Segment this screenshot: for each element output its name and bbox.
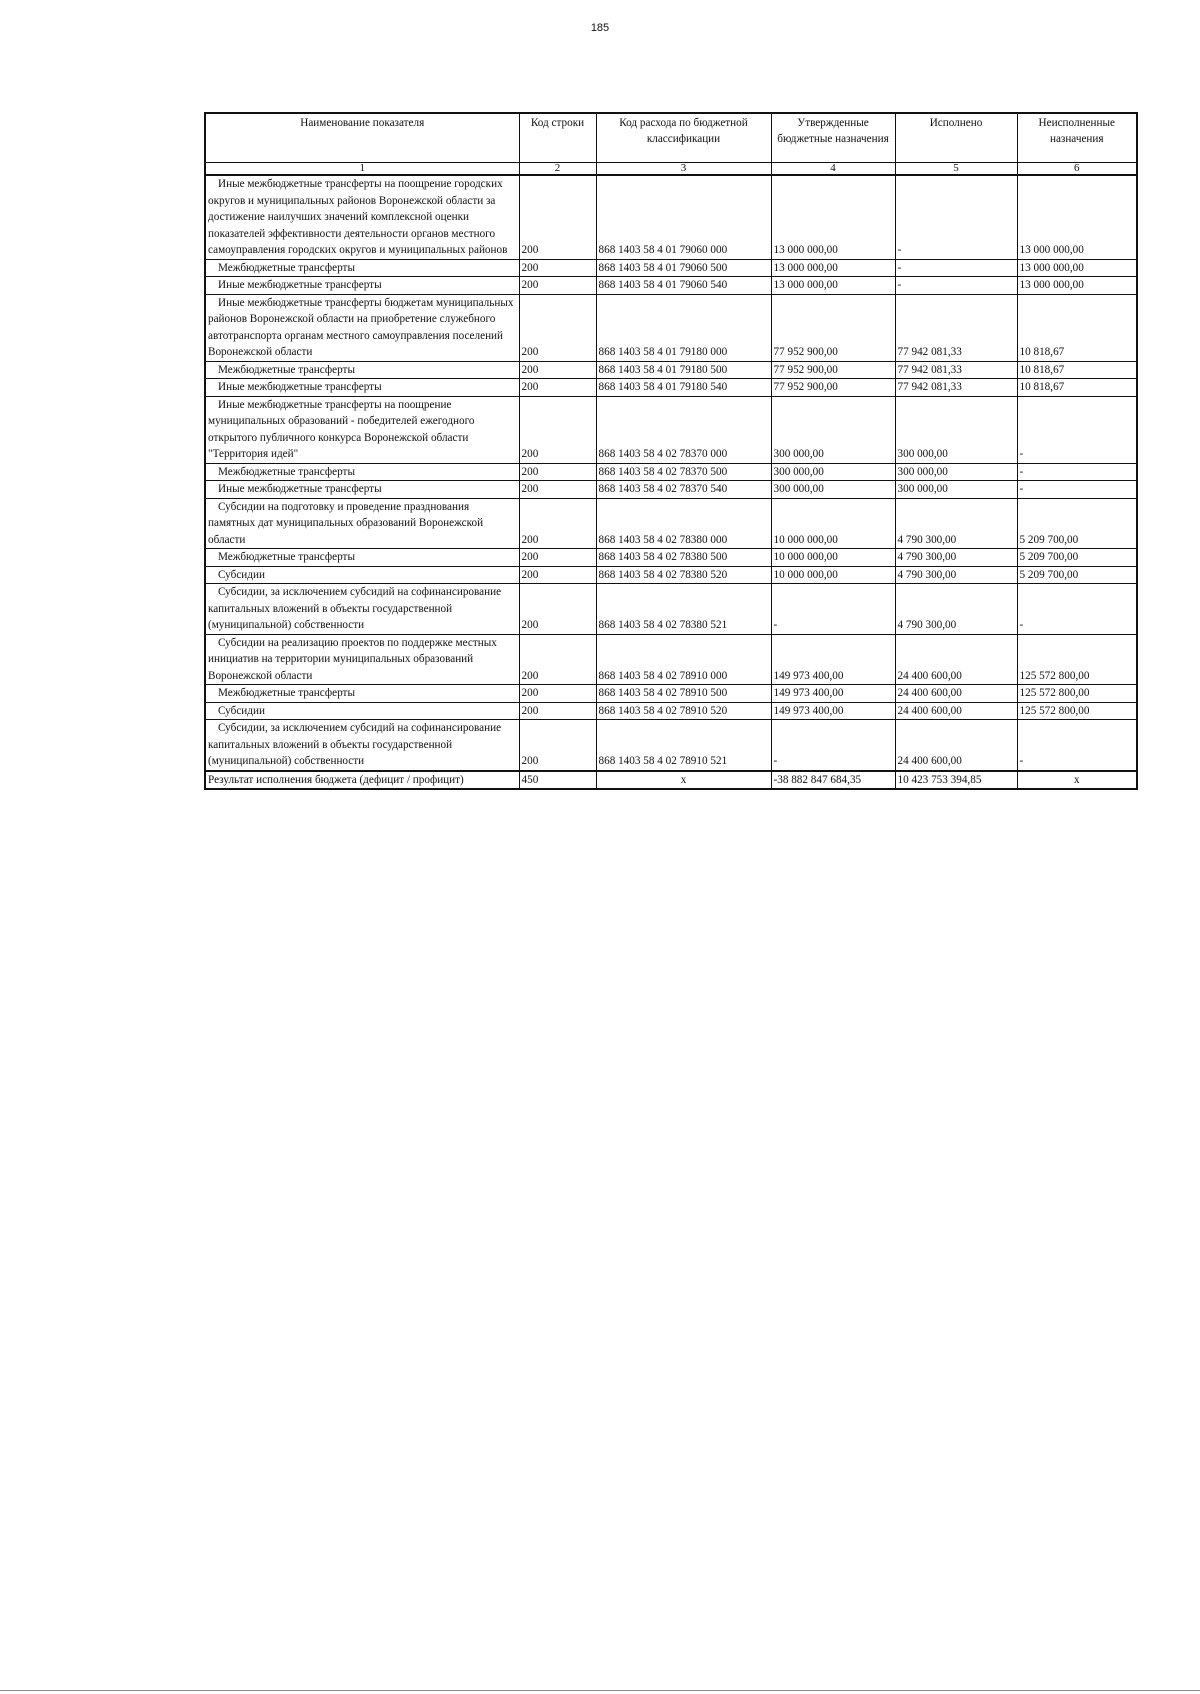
table-row xyxy=(205,634,1137,685)
row-unexecuted: - xyxy=(1017,396,1137,463)
row-name: Межбюджетные трансферты xyxy=(205,259,519,277)
row-kbk: 868 1403 58 4 01 79060 540 xyxy=(596,277,771,295)
row-approved: - xyxy=(771,720,895,771)
table-row xyxy=(205,584,1137,635)
row-code: 200 xyxy=(519,277,596,295)
table-row xyxy=(205,685,1137,703)
header-indicator-name: Наименование показателя xyxy=(205,113,519,163)
row-kbk: 868 1403 58 4 02 78910 000 xyxy=(596,634,771,685)
row-name: Межбюджетные трансферты xyxy=(205,549,519,567)
row-code: 200 xyxy=(519,481,596,499)
row-approved: 13 000 000,00 xyxy=(771,175,895,259)
column-number: 2 xyxy=(519,163,596,176)
page-number: 185 xyxy=(590,22,610,34)
row-approved: 77 952 900,00 xyxy=(771,379,895,397)
row-code: 200 xyxy=(519,702,596,720)
row-name: Иные межбюджетные трансферты xyxy=(205,379,519,397)
row-unexecuted: 13 000 000,00 xyxy=(1017,277,1137,295)
result-name: Результат исполнения бюджета (дефицит / профицит) xyxy=(205,771,519,790)
table-body xyxy=(205,175,1137,771)
result-code: 450 xyxy=(519,771,596,790)
row-kbk: 868 1403 58 4 02 78380 521 xyxy=(596,584,771,635)
row-unexecuted: - xyxy=(1017,463,1137,481)
row-code: 200 xyxy=(519,463,596,481)
row-approved: 300 000,00 xyxy=(771,396,895,463)
row-kbk: 868 1403 58 4 02 78910 521 xyxy=(596,720,771,771)
row-code: 200 xyxy=(519,396,596,463)
row-unexecuted: 10 818,67 xyxy=(1017,294,1137,361)
row-unexecuted: 10 818,67 xyxy=(1017,361,1137,379)
row-executed: 300 000,00 xyxy=(895,481,1017,499)
row-code: 200 xyxy=(519,549,596,567)
row-unexecuted: - xyxy=(1017,720,1137,771)
header-unexecuted: Неисполненные назначения xyxy=(1017,113,1137,163)
row-executed: 24 400 600,00 xyxy=(895,720,1017,771)
row-executed: 77 942 081,33 xyxy=(895,294,1017,361)
row-approved: 149 973 400,00 xyxy=(771,702,895,720)
row-code: 200 xyxy=(519,294,596,361)
table-row xyxy=(205,566,1137,584)
header-row-code: Код строки xyxy=(519,113,596,163)
row-kbk: 868 1403 58 4 02 78380 000 xyxy=(596,498,771,549)
row-executed: - xyxy=(895,259,1017,277)
row-code: 200 xyxy=(519,720,596,771)
row-kbk: 868 1403 58 4 01 79060 500 xyxy=(596,259,771,277)
header-expense-code: Код расхода по бюджетной классификации xyxy=(596,113,771,163)
row-code: 200 xyxy=(519,584,596,635)
row-name: Субсидии xyxy=(205,702,519,720)
header-executed: Исполнено xyxy=(895,113,1017,163)
row-approved: 77 952 900,00 xyxy=(771,361,895,379)
row-executed: 300 000,00 xyxy=(895,463,1017,481)
row-unexecuted: 125 572 800,00 xyxy=(1017,634,1137,685)
row-kbk: 868 1403 58 4 02 78370 540 xyxy=(596,481,771,499)
table-row xyxy=(205,294,1137,361)
row-name: Межбюджетные трансферты xyxy=(205,685,519,703)
row-kbk: 868 1403 58 4 02 78380 520 xyxy=(596,566,771,584)
row-name: Субсидии, за исключением субсидий на софинансирование капитальных вложений в объекты государственной (муниципальной) собственности xyxy=(205,720,519,771)
row-kbk: 868 1403 58 4 01 79060 000 xyxy=(596,175,771,259)
table-row xyxy=(205,259,1137,277)
table-row xyxy=(205,481,1137,499)
row-code: 200 xyxy=(519,175,596,259)
row-approved: 149 973 400,00 xyxy=(771,634,895,685)
column-number: 5 xyxy=(895,163,1017,176)
row-unexecuted: 10 818,67 xyxy=(1017,379,1137,397)
row-executed: 77 942 081,33 xyxy=(895,361,1017,379)
table-row xyxy=(205,463,1137,481)
row-code: 200 xyxy=(519,566,596,584)
table-row xyxy=(205,277,1137,295)
row-unexecuted: - xyxy=(1017,584,1137,635)
row-unexecuted: 5 209 700,00 xyxy=(1017,498,1137,549)
row-kbk: 868 1403 58 4 02 78910 520 xyxy=(596,702,771,720)
row-kbk: 868 1403 58 4 02 78380 500 xyxy=(596,549,771,567)
row-code: 200 xyxy=(519,361,596,379)
row-kbk: 868 1403 58 4 02 78370 000 xyxy=(596,396,771,463)
row-executed: 24 400 600,00 xyxy=(895,702,1017,720)
row-unexecuted: - xyxy=(1017,481,1137,499)
row-executed: 4 790 300,00 xyxy=(895,549,1017,567)
table-row xyxy=(205,361,1137,379)
row-approved: 13 000 000,00 xyxy=(771,259,895,277)
column-number: 3 xyxy=(596,163,771,176)
column-number: 4 xyxy=(771,163,895,176)
row-unexecuted: 125 572 800,00 xyxy=(1017,702,1137,720)
row-approved: 77 952 900,00 xyxy=(771,294,895,361)
row-unexecuted: 5 209 700,00 xyxy=(1017,549,1137,567)
row-unexecuted: 13 000 000,00 xyxy=(1017,175,1137,259)
row-name: Иные межбюджетные трансферты на поощрение муниципальных образований - победителей ежегодного открытого публичного конкурса Воронежской области "Территория идей" xyxy=(205,396,519,463)
result-approved: -38 882 847 684,35 xyxy=(771,771,895,790)
page-edge-line xyxy=(0,1690,1200,1691)
row-executed: 77 942 081,33 xyxy=(895,379,1017,397)
column-number: 1 xyxy=(205,163,519,176)
row-executed: 24 400 600,00 xyxy=(895,634,1017,685)
header-approved: Утвержденные бюджетные назначения xyxy=(771,113,895,163)
row-kbk: 868 1403 58 4 01 79180 000 xyxy=(596,294,771,361)
row-code: 200 xyxy=(519,259,596,277)
row-unexecuted: 125 572 800,00 xyxy=(1017,685,1137,703)
row-code: 200 xyxy=(519,379,596,397)
row-kbk: 868 1403 58 4 01 79180 500 xyxy=(596,361,771,379)
row-name: Субсидии на подготовку и проведение празднования памятных дат муниципальных образований Воронежской области xyxy=(205,498,519,549)
result-executed: 10 423 753 394,85 xyxy=(895,771,1017,790)
table-header-row xyxy=(205,113,1137,163)
row-executed: - xyxy=(895,277,1017,295)
row-code: 200 xyxy=(519,634,596,685)
row-executed: - xyxy=(895,175,1017,259)
row-name: Иные межбюджетные трансферты xyxy=(205,481,519,499)
result-kbk: x xyxy=(596,771,771,790)
row-kbk: 868 1403 58 4 01 79180 540 xyxy=(596,379,771,397)
table-row xyxy=(205,498,1137,549)
result-unexecuted: x xyxy=(1017,771,1137,790)
row-name: Иные межбюджетные трансферты xyxy=(205,277,519,295)
row-name: Межбюджетные трансферты xyxy=(205,463,519,481)
row-executed: 4 790 300,00 xyxy=(895,566,1017,584)
row-executed: 300 000,00 xyxy=(895,396,1017,463)
column-numbers-row xyxy=(205,163,1137,176)
row-kbk: 868 1403 58 4 02 78370 500 xyxy=(596,463,771,481)
table-row xyxy=(205,175,1137,259)
row-code: 200 xyxy=(519,498,596,549)
row-name: Субсидии xyxy=(205,566,519,584)
row-name: Субсидии, за исключением субсидий на софинансирование капитальных вложений в объекты государственной (муниципальной) собственности xyxy=(205,584,519,635)
row-approved: - xyxy=(771,584,895,635)
table-row xyxy=(205,396,1137,463)
row-code: 200 xyxy=(519,685,596,703)
row-unexecuted: 5 209 700,00 xyxy=(1017,566,1137,584)
table-row xyxy=(205,549,1137,567)
column-number: 6 xyxy=(1017,163,1137,176)
table-row xyxy=(205,720,1137,771)
row-executed: 24 400 600,00 xyxy=(895,685,1017,703)
row-approved: 149 973 400,00 xyxy=(771,685,895,703)
row-approved: 13 000 000,00 xyxy=(771,277,895,295)
row-kbk: 868 1403 58 4 02 78910 500 xyxy=(596,685,771,703)
row-approved: 10 000 000,00 xyxy=(771,498,895,549)
row-approved: 300 000,00 xyxy=(771,463,895,481)
row-approved: 10 000 000,00 xyxy=(771,549,895,567)
table-row xyxy=(205,379,1137,397)
row-approved: 10 000 000,00 xyxy=(771,566,895,584)
row-executed: 4 790 300,00 xyxy=(895,498,1017,549)
row-name: Субсидии на реализацию проектов по поддержке местных инициатив на территории муниципальных образований Воронежской области xyxy=(205,634,519,685)
row-executed: 4 790 300,00 xyxy=(895,584,1017,635)
budget-execution-table xyxy=(204,112,1138,790)
row-name: Межбюджетные трансферты xyxy=(205,361,519,379)
row-unexecuted: 13 000 000,00 xyxy=(1017,259,1137,277)
row-name: Иные межбюджетные трансферты на поощрение городских округов и муниципальных районов Воронежской области за достижение наилучших значений комплексной оценки показателей эффективности деятельности органов местного самоуправления городских округов и муниципальных районов xyxy=(205,175,519,259)
table-row xyxy=(205,702,1137,720)
row-approved: 300 000,00 xyxy=(771,481,895,499)
result-row xyxy=(205,771,1137,790)
row-name: Иные межбюджетные трансферты бюджетам муниципальных районов Воронежской области на приобретение служебного автотранспорта органам местного самоуправления поселений Воронежской области xyxy=(205,294,519,361)
